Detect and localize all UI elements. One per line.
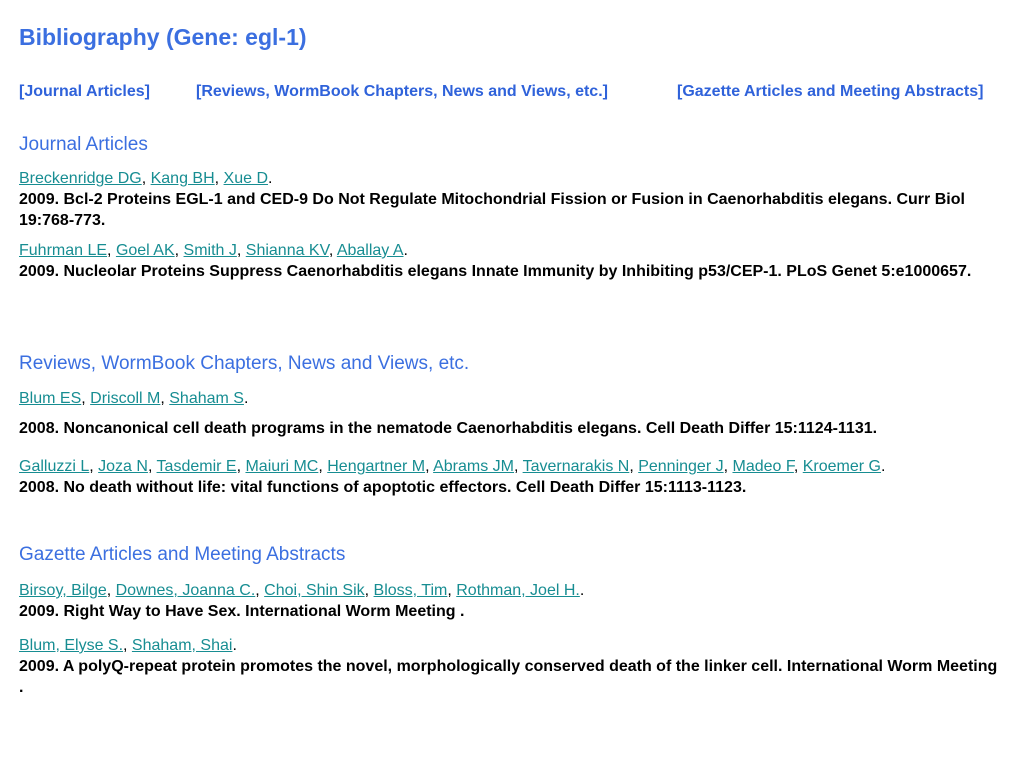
author-link[interactable]: Choi, Shin Sik [264,582,365,599]
citation-text: 2009. Nucleolar Proteins Suppress Caenorhabditis elegans Innate Immunity by Inhibiting p53/CEP-1. PLoS Genet 5:e1000657. [19,263,972,280]
author-link[interactable]: Breckenridge DG [19,170,142,187]
author-link[interactable]: Maiuri MC [245,458,319,475]
section-title-gazette: Gazette Articles and Meeting Abstracts [19,544,346,565]
author-separator: , [214,170,224,187]
author-link[interactable]: Driscoll M [90,390,161,407]
author-link[interactable]: Blum ES [19,390,82,407]
author-separator: . [403,242,408,259]
citation-text: 2009. A polyQ-repeat protein promotes the novel, morphologically conserved death of the linker cell. International Worm Meeting . [19,658,998,696]
author-link[interactable]: Goel AK [115,242,175,259]
author-link[interactable]: Birsoy, Bilge [19,582,107,599]
author-link[interactable]: Penninger J [638,458,724,475]
author-separator: , [123,637,132,654]
bib-entry [19,168,1005,231]
author-link[interactable]: Tasdemir E [156,458,237,475]
citation-text: 2009. Right Way to Have Sex. International Worm Meeting . [19,603,465,620]
author-separator: , [425,458,434,475]
citation-text: 2008. Noncanonical cell death programs in the nematode Caenorhabditis elegans. Cell Death Differ 15:1124-1131. [19,420,878,437]
author-separator: , [89,458,99,475]
author-separator: , [236,458,246,475]
author-list [19,388,1005,409]
author-separator: , [793,458,803,475]
citation-text: 2009. Bcl-2 Proteins EGL-1 and CED-9 Do Not Regulate Mitochondrial Fission or Fusion in Caenorhabditis elegans. Curr Biol 19:768-773. [19,191,965,229]
author-separator: , [141,170,151,187]
author-separator: , [255,582,265,599]
author-link[interactable]: Rothman, Joel H. [456,582,580,599]
author-list [19,240,1005,261]
author-separator: , [81,390,91,407]
author-separator: , [318,458,328,475]
author-link[interactable]: Hengartner M [327,458,426,475]
bib-entry [19,456,1005,498]
author-link[interactable]: Joza N [98,458,148,475]
author-separator: . [243,390,249,407]
author-separator: , [107,242,116,259]
bib-entry [19,580,1005,622]
bib-entry [19,388,1005,439]
author-separator: , [629,458,639,475]
author-link[interactable]: Galluzzi L [19,458,90,475]
author-link[interactable]: Madeo F [732,458,794,475]
nav-link-reviews[interactable]: [Reviews, WormBook Chapters, News and Views, etc.] [196,83,608,100]
author-separator: , [174,242,184,259]
author-separator: . [579,582,585,599]
author-link[interactable]: Smith J [183,242,237,259]
author-link[interactable]: Shaham S [169,390,244,407]
author-link[interactable]: Kang BH [150,170,215,187]
author-list [19,635,1005,656]
author-link[interactable]: Shianna KV [245,242,329,259]
author-link[interactable]: Blum, Elyse S. [19,637,124,654]
author-link[interactable]: Kroemer G [802,458,881,475]
author-list [19,580,1005,601]
author-link[interactable]: Abrams JM [433,458,514,475]
author-link[interactable]: Shaham, Shai [131,637,233,654]
citation-text: 2008. No death without life: vital functions of apoptotic effectors. Cell Death Differ 15:1113-1123. [19,479,747,496]
page-title: Bibliography (Gene: egl-1) [19,24,307,50]
author-separator: , [447,582,457,599]
author-separator: . [881,458,886,475]
author-list [19,456,1005,477]
author-separator: , [328,242,337,259]
author-link[interactable]: Tavernarakis N [522,458,630,475]
author-separator: , [147,458,157,475]
author-separator: . [232,637,237,654]
nav-link-gazette[interactable]: [Gazette Articles and Meeting Abstracts] [677,83,984,100]
nav-link-journal-articles[interactable]: [Journal Articles] [19,83,150,100]
author-separator: , [106,582,116,599]
bib-entry [19,635,1005,698]
author-separator: , [514,458,523,475]
author-separator: , [723,458,733,475]
author-link[interactable]: Downes, Joanna C. [115,582,256,599]
author-link[interactable]: Xue D [223,170,269,187]
author-list [19,168,1005,189]
author-link[interactable]: Aballay A [336,242,404,259]
section-title-journal-articles: Journal Articles [19,134,148,155]
author-separator: , [236,242,246,259]
author-link[interactable]: Bloss, Tim [373,582,448,599]
author-separator: , [160,390,170,407]
bib-entry [19,240,1005,282]
author-separator: . [268,170,273,187]
author-link[interactable]: Fuhrman LE [19,242,108,259]
author-separator: , [364,582,374,599]
section-title-reviews: Reviews, WormBook Chapters, News and Views, etc. [19,353,470,374]
